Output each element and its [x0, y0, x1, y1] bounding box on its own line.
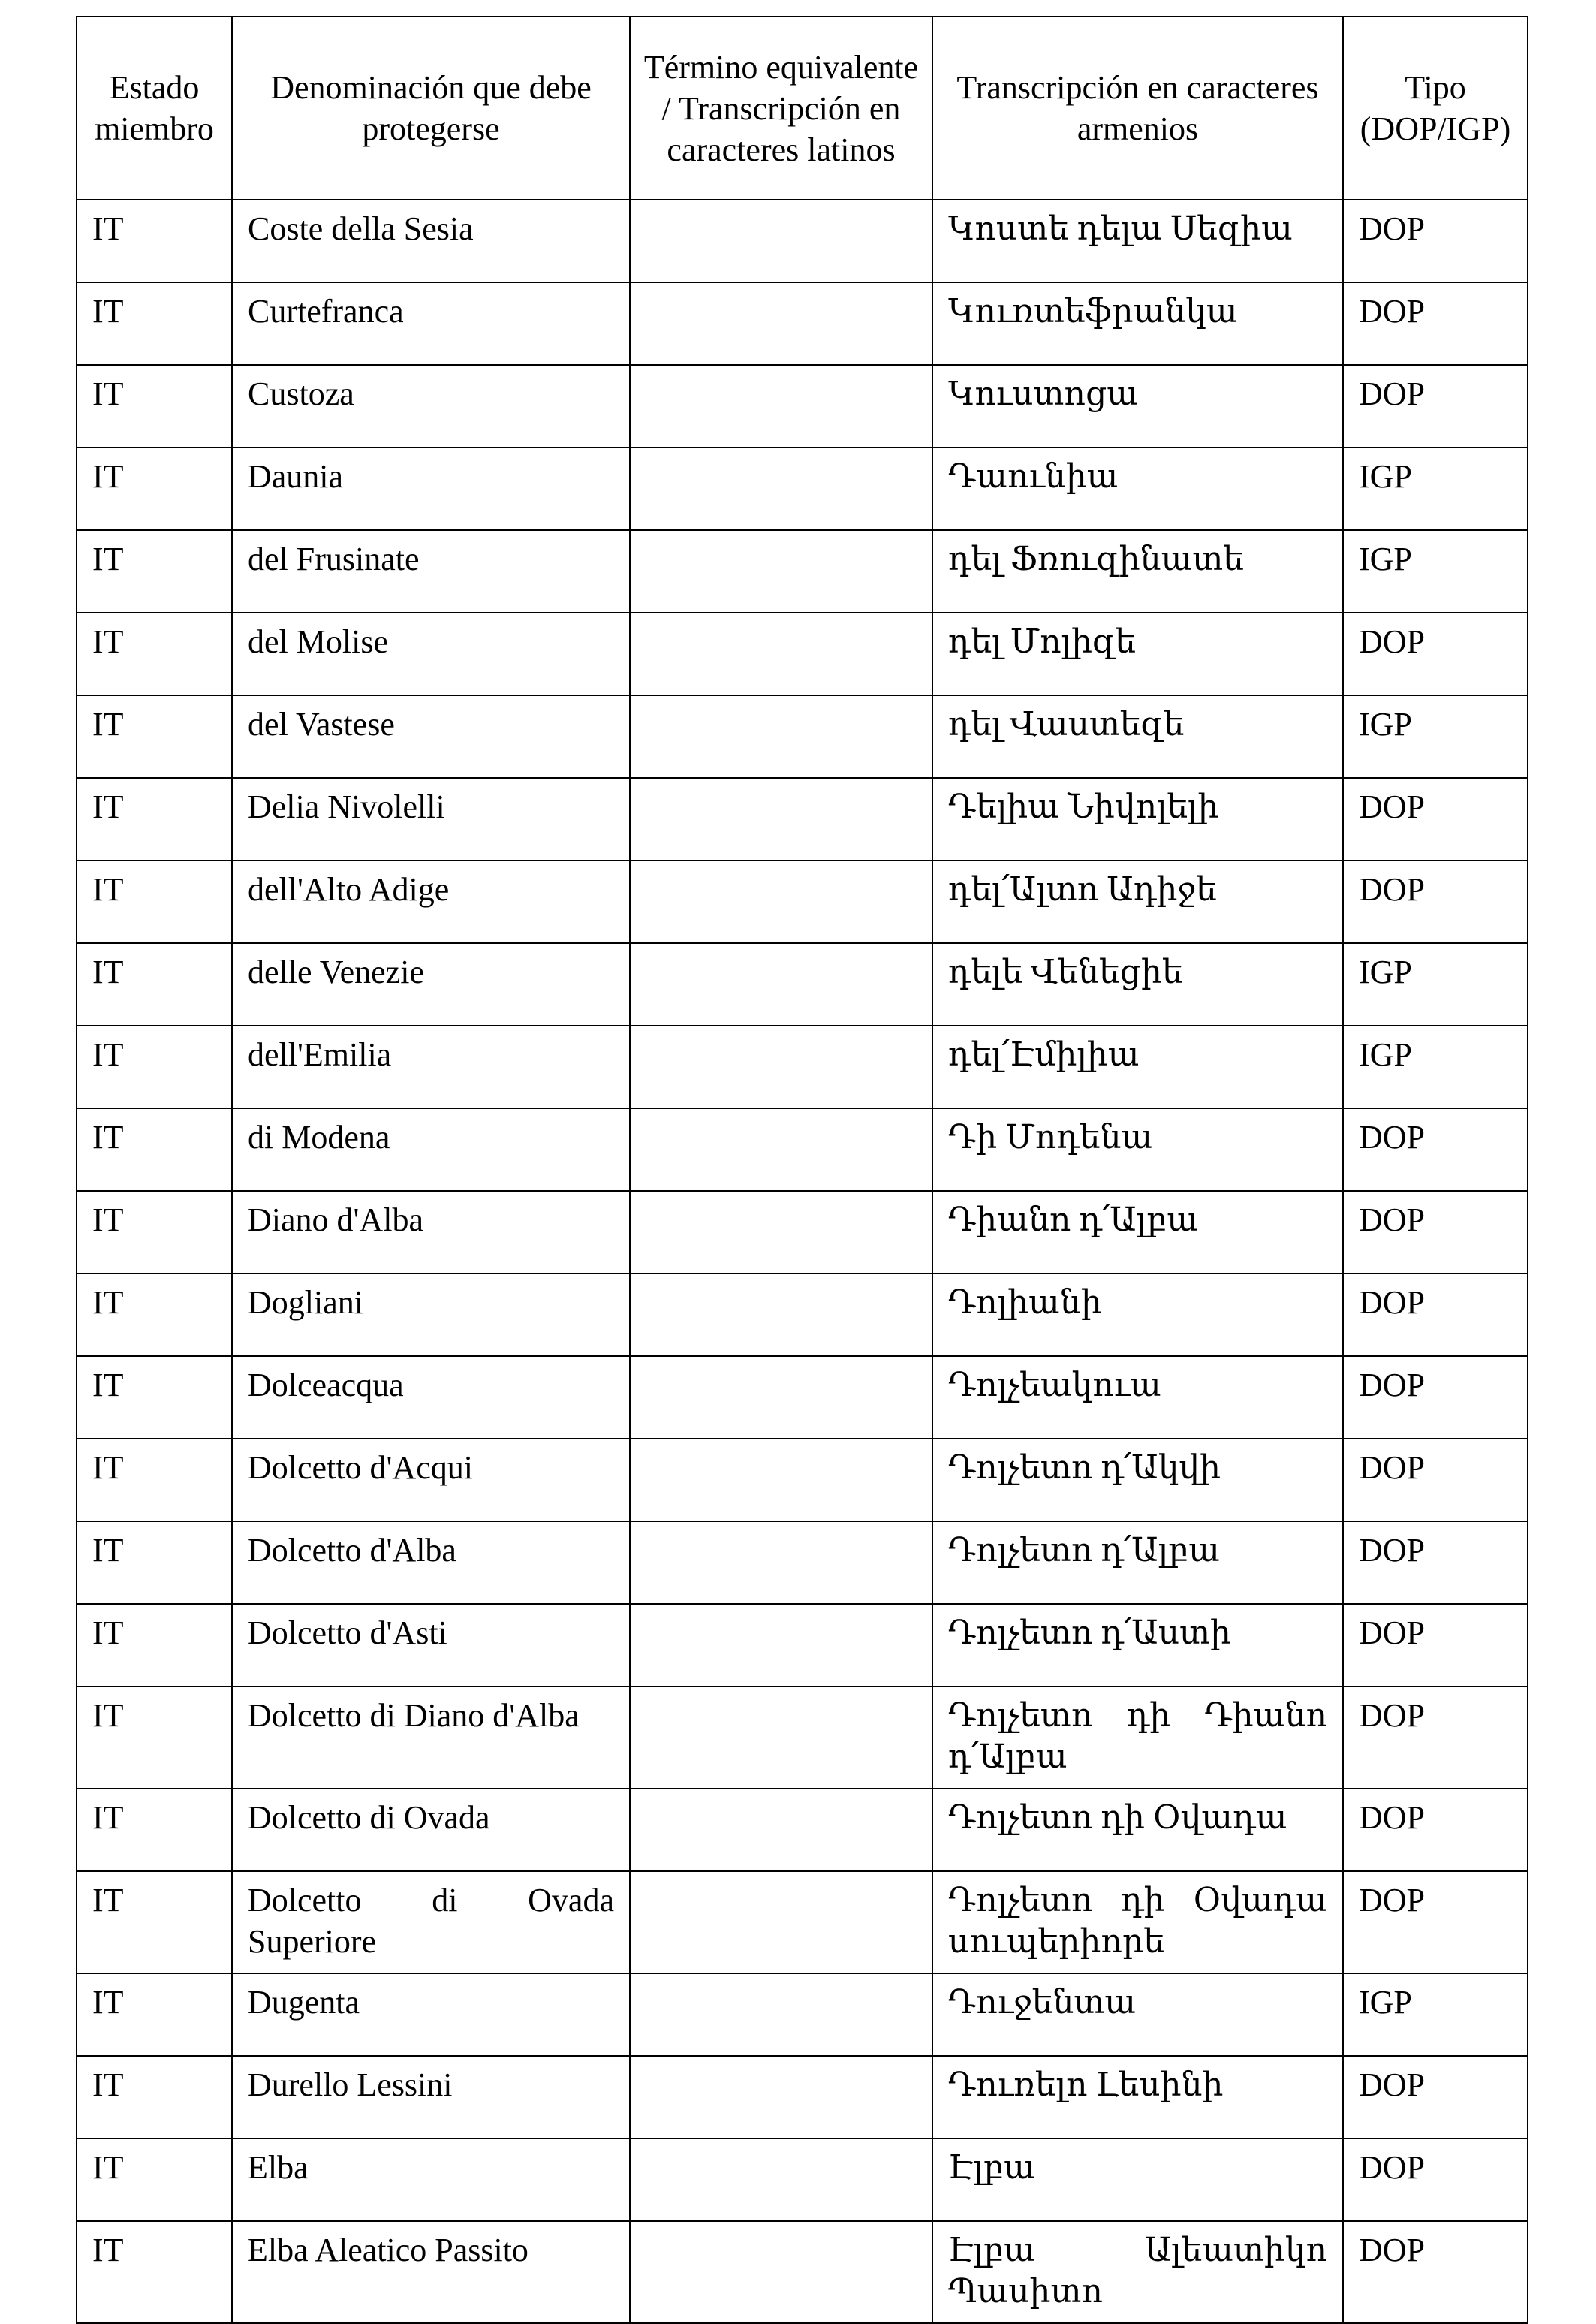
cell-transcripcion-armenio: դելե Վենեցիե: [932, 943, 1343, 1026]
cell-termino-equivalente: [630, 282, 932, 365]
cell-termino-equivalente: [630, 530, 932, 613]
cell-transcripcion-armenio: Դոլչետո դի Օվադա: [932, 1789, 1343, 1871]
cell-termino-equivalente: [630, 2139, 932, 2221]
table-body: [77, 200, 1528, 2323]
cell-estado-miembro: IT: [77, 365, 232, 448]
table-row: [77, 2221, 1528, 2323]
table-row: [77, 613, 1528, 695]
cell-tipo: IGP: [1343, 943, 1528, 1026]
header-termino-equivalente: Término equivalente / Transcripción en caracteres latinos: [630, 17, 932, 200]
cell-estado-miembro: IT: [77, 1973, 232, 2056]
cell-denominacion: Dolcetto di Diano d'Alba: [232, 1686, 630, 1789]
cell-estado-miembro: IT: [77, 613, 232, 695]
cell-transcripcion-armenio: դել Ֆռուզինատե: [932, 530, 1343, 613]
cell-tipo: DOP: [1343, 2221, 1528, 2323]
cell-estado-miembro: IT: [77, 1871, 232, 1973]
cell-termino-equivalente: [630, 613, 932, 695]
cell-denominacion: Dugenta: [232, 1973, 630, 2056]
cell-transcripcion-armenio: Դոլչետո դի Դիանո դ՛Ալբա: [932, 1686, 1343, 1789]
cell-transcripcion-armenio: Դի Մոդենա: [932, 1108, 1343, 1191]
cell-estado-miembro: IT: [77, 2139, 232, 2221]
table-row: [77, 1439, 1528, 1521]
cell-tipo: DOP: [1343, 1356, 1528, 1439]
cell-transcripcion-armenio: Կուռտեֆրանկա: [932, 282, 1343, 365]
cell-tipo: IGP: [1343, 1026, 1528, 1108]
cell-tipo: DOP: [1343, 1871, 1528, 1973]
cell-tipo: DOP: [1343, 365, 1528, 448]
cell-denominacion: Elba Aleatico Passito: [232, 2221, 630, 2323]
cell-estado-miembro: IT: [77, 1108, 232, 1191]
header-estado-miembro: Estado miembro: [77, 17, 232, 200]
cell-estado-miembro: IT: [77, 1604, 232, 1686]
cell-transcripcion-armenio: Դուռելո Լեսինի: [932, 2056, 1343, 2139]
cell-estado-miembro: IT: [77, 2056, 232, 2139]
cell-denominacion: Custoza: [232, 365, 630, 448]
cell-denominacion: del Molise: [232, 613, 630, 695]
table-header: [77, 17, 1528, 200]
cell-termino-equivalente: [630, 2221, 932, 2323]
cell-tipo: DOP: [1343, 1789, 1528, 1871]
cell-tipo: IGP: [1343, 1973, 1528, 2056]
table-row: [77, 365, 1528, 448]
cell-tipo: IGP: [1343, 448, 1528, 530]
cell-denominacion: Curtefranca: [232, 282, 630, 365]
cell-denominacion: Daunia: [232, 448, 630, 530]
cell-denominacion: Dolcetto di Ovada: [232, 1789, 630, 1871]
cell-estado-miembro: IT: [77, 1191, 232, 1274]
cell-estado-miembro: IT: [77, 1356, 232, 1439]
cell-tipo: DOP: [1343, 1439, 1528, 1521]
cell-tipo: DOP: [1343, 200, 1528, 282]
table-row: [77, 200, 1528, 282]
cell-transcripcion-armenio: Դոլչետո դի Օվադա սուպերիորե: [932, 1871, 1343, 1973]
cell-tipo: DOP: [1343, 282, 1528, 365]
cell-estado-miembro: IT: [77, 778, 232, 861]
table-row: [77, 282, 1528, 365]
cell-denominacion: Dolceacqua: [232, 1356, 630, 1439]
table-row: [77, 695, 1528, 778]
cell-termino-equivalente: [630, 1871, 932, 1973]
cell-termino-equivalente: [630, 1686, 932, 1789]
header-denominacion: Denominación que debe protegerse: [232, 17, 630, 200]
table-row: [77, 2139, 1528, 2221]
cell-estado-miembro: IT: [77, 1026, 232, 1108]
table-row: [77, 1604, 1528, 1686]
cell-denominacion: dell'Emilia: [232, 1026, 630, 1108]
cell-denominacion: Delia Nivolelli: [232, 778, 630, 861]
cell-transcripcion-armenio: Էլբա Ալեատիկո Պասիտո: [932, 2221, 1343, 2323]
cell-termino-equivalente: [630, 448, 932, 530]
cell-transcripcion-armenio: Դոլչետո դ՛Աստի: [932, 1604, 1343, 1686]
cell-termino-equivalente: [630, 695, 932, 778]
cell-tipo: IGP: [1343, 530, 1528, 613]
cell-transcripcion-armenio: Կոստե դելա Սեզիա: [932, 200, 1343, 282]
cell-termino-equivalente: [630, 1604, 932, 1686]
cell-transcripcion-armenio: Դոլչեակուա: [932, 1356, 1343, 1439]
table-row: [77, 530, 1528, 613]
table-row: [77, 943, 1528, 1026]
cell-tipo: DOP: [1343, 1274, 1528, 1356]
cell-tipo: DOP: [1343, 613, 1528, 695]
table-row: [77, 1274, 1528, 1356]
cell-estado-miembro: IT: [77, 861, 232, 943]
cell-transcripcion-armenio: դել՛Էմիլիա: [932, 1026, 1343, 1108]
cell-transcripcion-armenio: Էլբա: [932, 2139, 1343, 2221]
cell-estado-miembro: IT: [77, 695, 232, 778]
cell-estado-miembro: IT: [77, 1274, 232, 1356]
cell-termino-equivalente: [630, 365, 932, 448]
cell-transcripcion-armenio: Դոլչետո դ՛Ալբա: [932, 1521, 1343, 1604]
cell-tipo: DOP: [1343, 861, 1528, 943]
table-row: [77, 1191, 1528, 1274]
cell-tipo: DOP: [1343, 778, 1528, 861]
cell-transcripcion-armenio: Դելիա Նիվոլելի: [932, 778, 1343, 861]
cell-termino-equivalente: [630, 200, 932, 282]
header-row: [77, 17, 1528, 200]
cell-termino-equivalente: [630, 1973, 932, 2056]
cell-denominacion: Elba: [232, 2139, 630, 2221]
cell-tipo: DOP: [1343, 1191, 1528, 1274]
table-row: [77, 861, 1528, 943]
cell-termino-equivalente: [630, 1521, 932, 1604]
cell-transcripcion-armenio: Դաունիա: [932, 448, 1343, 530]
cell-estado-miembro: IT: [77, 943, 232, 1026]
cell-termino-equivalente: [630, 1191, 932, 1274]
cell-estado-miembro: IT: [77, 448, 232, 530]
cell-tipo: DOP: [1343, 1604, 1528, 1686]
cell-denominacion: Dolcetto di Ovada Superiore: [232, 1871, 630, 1973]
cell-transcripcion-armenio: դել՛Ալտո Ադիջե: [932, 861, 1343, 943]
cell-termino-equivalente: [630, 778, 932, 861]
cell-termino-equivalente: [630, 1108, 932, 1191]
cell-denominacion: Diano d'Alba: [232, 1191, 630, 1274]
cell-estado-miembro: IT: [77, 1439, 232, 1521]
cell-denominacion: Dolcetto d'Asti: [232, 1604, 630, 1686]
cell-estado-miembro: IT: [77, 282, 232, 365]
cell-transcripcion-armenio: Դոլչետո դ՛Ակվի: [932, 1439, 1343, 1521]
header-tipo: Tipo (DOP/IGP): [1343, 17, 1528, 200]
table-row: [77, 448, 1528, 530]
table-row: [77, 1521, 1528, 1604]
cell-termino-equivalente: [630, 943, 932, 1026]
table-row: [77, 1026, 1528, 1108]
cell-tipo: DOP: [1343, 1686, 1528, 1789]
cell-denominacion: di Modena: [232, 1108, 630, 1191]
cell-denominacion: del Frusinate: [232, 530, 630, 613]
cell-transcripcion-armenio: Կուստոցա: [932, 365, 1343, 448]
table-row: [77, 2056, 1528, 2139]
cell-denominacion: Durello Lessini: [232, 2056, 630, 2139]
table-row: [77, 1108, 1528, 1191]
table-row: [77, 1686, 1528, 1789]
cell-tipo: DOP: [1343, 1521, 1528, 1604]
cell-termino-equivalente: [630, 1789, 932, 1871]
cell-tipo: DOP: [1343, 2056, 1528, 2139]
table-row: [77, 778, 1528, 861]
cell-termino-equivalente: [630, 1356, 932, 1439]
table-row: [77, 1356, 1528, 1439]
cell-termino-equivalente: [630, 1026, 932, 1108]
cell-denominacion: Dolcetto d'Alba: [232, 1521, 630, 1604]
cell-transcripcion-armenio: դել Մոլիզե: [932, 613, 1343, 695]
cell-termino-equivalente: [630, 2056, 932, 2139]
cell-denominacion: Coste della Sesia: [232, 200, 630, 282]
cell-transcripcion-armenio: Դիանո դ՛Ալբա: [932, 1191, 1343, 1274]
cell-estado-miembro: IT: [77, 200, 232, 282]
cell-termino-equivalente: [630, 1274, 932, 1356]
cell-estado-miembro: IT: [77, 1789, 232, 1871]
cell-estado-miembro: IT: [77, 1686, 232, 1789]
cell-denominacion: delle Venezie: [232, 943, 630, 1026]
table-row: [77, 1789, 1528, 1871]
cell-denominacion: del Vastese: [232, 695, 630, 778]
cell-termino-equivalente: [630, 861, 932, 943]
cell-termino-equivalente: [630, 1439, 932, 1521]
cell-tipo: DOP: [1343, 1108, 1528, 1191]
cell-tipo: IGP: [1343, 695, 1528, 778]
denominations-table: [76, 16, 1528, 2324]
header-transcripcion-armenio: Transcripción en caracteres armenios: [932, 17, 1343, 200]
cell-transcripcion-armenio: Դուջենտա: [932, 1973, 1343, 2056]
table-row: [77, 1871, 1528, 1973]
table-row: [77, 1973, 1528, 2056]
cell-transcripcion-armenio: դել Վաստեզե: [932, 695, 1343, 778]
cell-tipo: DOP: [1343, 2139, 1528, 2221]
cell-transcripcion-armenio: Դոլիանի: [932, 1274, 1343, 1356]
cell-denominacion: Dolcetto d'Acqui: [232, 1439, 630, 1521]
cell-estado-miembro: IT: [77, 1521, 232, 1604]
cell-denominacion: dell'Alto Adige: [232, 861, 630, 943]
cell-estado-miembro: IT: [77, 2221, 232, 2323]
cell-denominacion: Dogliani: [232, 1274, 630, 1356]
cell-estado-miembro: IT: [77, 530, 232, 613]
